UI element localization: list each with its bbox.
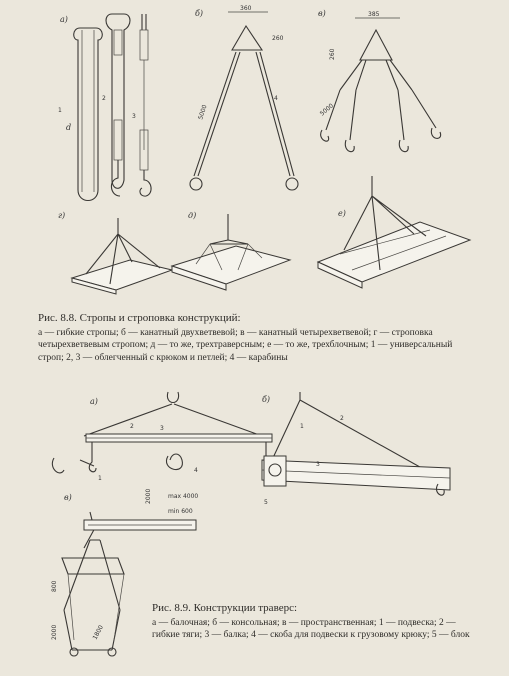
dim-b-top: 360 [240, 5, 252, 12]
dim-b-side: 260 [272, 35, 284, 42]
panel-label-v: в) [318, 9, 326, 18]
panel-label-e: е) [338, 209, 346, 218]
figure-8-8-description: а — гибкие стропы; б — канатный двухветвевой; в — канатный четырехветвевой; г — строповка четырехветвевым стропом; д — то же, трехтраверсным; е — то же, трехблочным; 1 — универсальный строп; 2, 3 — облегченный с крюком и петлей; 4 — карабины [38, 327, 453, 363]
panel-label-d: д) [188, 211, 197, 220]
panel-g-plate [58, 211, 172, 294]
panel-b-two-leg [190, 5, 298, 190]
part89-label-3: 3 [160, 425, 164, 432]
part-label-1: 1 [58, 107, 62, 114]
figure-8-9-caption [152, 602, 472, 642]
part89-label-1: 1 [98, 475, 102, 482]
part-label-4: 4 [274, 95, 278, 102]
part-label-2: 2 [102, 95, 106, 102]
figure-8-9-title: Рис. 8.9. Конструкции траверс: [152, 602, 298, 614]
part89-label-2b: 2 [340, 415, 344, 422]
panel-89-b-console [262, 392, 450, 506]
panel-a-slings [58, 14, 151, 201]
figure-8-8-title: Рис. 8.8. Стропы и строповка конструкций: [38, 312, 241, 324]
dim89-v-height: 2000 [145, 488, 152, 504]
panel-label-g: г) [58, 211, 66, 220]
figure-8-9-description: а — балочная; б — консольная; в — пространственная; 1 — подвеска; 2 — гибкие тяги; 3 — балка; 4 — скоба для подвески к грузовому крюку; 5 — блок [152, 617, 470, 640]
panel-89-a-beam [52, 392, 272, 482]
dim89-v-side1: 800 [51, 580, 58, 592]
dim89-v-max: max 4000 [168, 493, 199, 500]
dim89-v-len: 1800 [91, 624, 105, 641]
panel-label-a: а) [60, 15, 68, 24]
panel-label-b: б) [195, 9, 204, 18]
part89-label-3b: 3 [316, 461, 320, 468]
panel-v-four-leg [318, 9, 441, 152]
part89-label-4: 4 [194, 467, 198, 474]
dim-v-top: 385 [368, 11, 380, 18]
panel89-label-a: а) [90, 397, 98, 406]
part89-label-2: 2 [130, 423, 134, 430]
part-label-d: d [66, 123, 72, 132]
dim-v-side: 260 [329, 48, 336, 60]
dim-b-len: 5000 [197, 103, 209, 121]
panel89-label-b: б) [262, 395, 271, 404]
part-label-3: 3 [132, 113, 136, 120]
part89-label-1b: 1 [300, 423, 304, 430]
dim89-v-min: min 600 [168, 508, 193, 515]
panel-d-three-traverse [172, 211, 290, 290]
part89-label-5: 5 [264, 499, 268, 506]
panel-e-three-block [318, 176, 470, 288]
panel89-label-v: в) [64, 493, 72, 502]
dim-v-len: 5000 [318, 102, 335, 118]
figure-8-8-caption [38, 312, 478, 364]
dim89-v-side2: 2000 [51, 624, 58, 640]
